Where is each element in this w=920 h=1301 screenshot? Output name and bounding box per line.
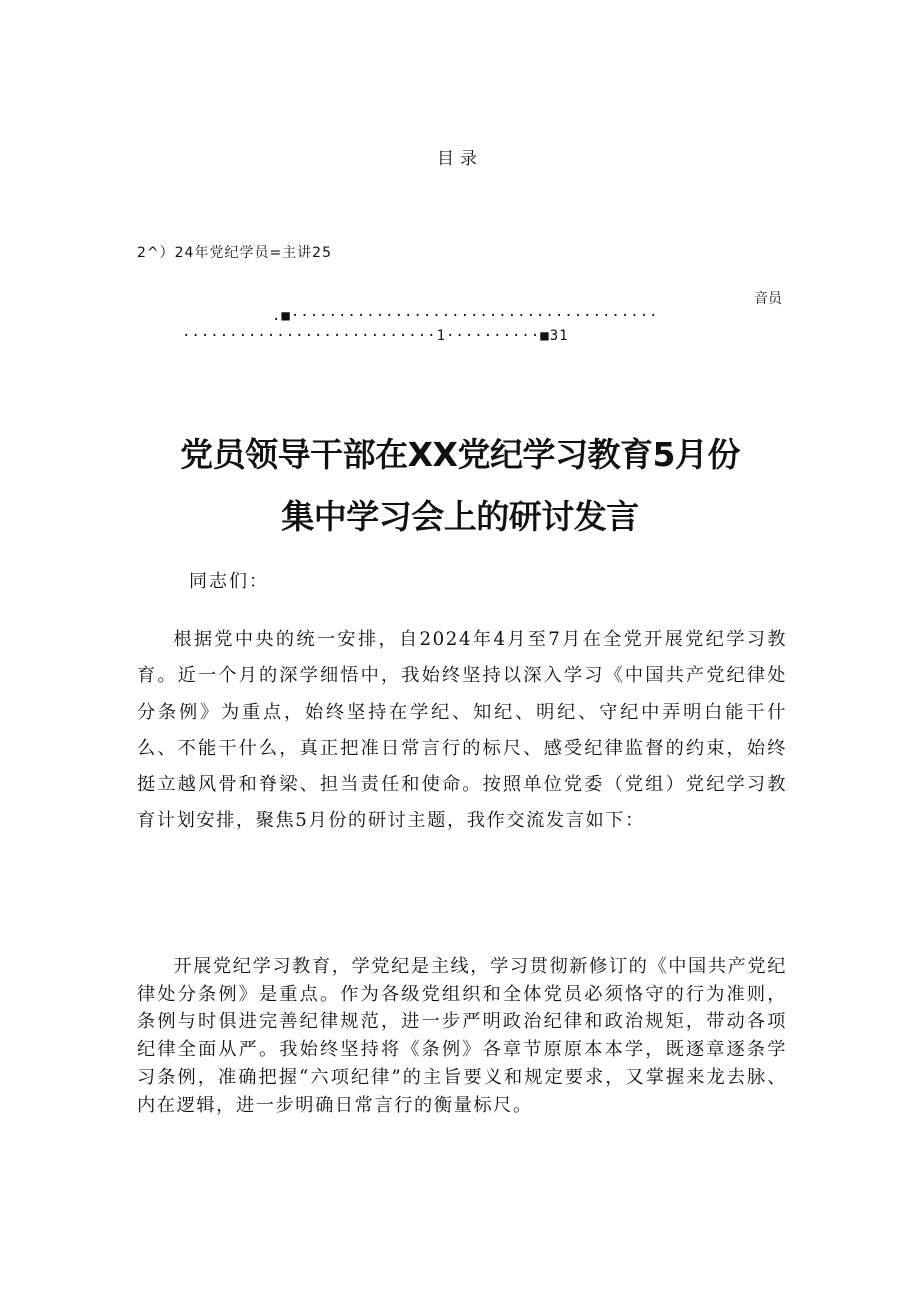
toc-entry: 2^）24年党纪学员=主讲25 [137, 245, 332, 261]
salutation: 同志们： [189, 571, 269, 592]
toc-title: 目录 [437, 149, 483, 169]
paragraph-1: 根据党中央的统一安排，自2024年4月至7月在全党开展党纪学习教育。近一个月的深学细悟中，我始终坚持以深入学习《中国共产党纪律处分条例》为重点，始终坚持在学纪、知纪、明纪、守纪中弄明白能干什么、不能干什么，真正把准日常言行的标尺、感受纪律监督的约束，始终挺立越风骨和脊梁、担当责任和使命。按照单位党委（党组）党纪学习教育计划安排，聚焦5月份的研讨主题，我作交流发言如下： [137, 629, 787, 832]
document-title-line-2: 集中学习会上的研讨发言 [281, 497, 639, 536]
paragraph-2: 开展党纪学习教育，学党纪是主线，学习贯彻新修订的《中国共产党纪律处分条例》是重点。作为各级党组织和全体党员必须恪守的行为准则，条例与时俱进完善纪律规范，进一步严明政治纪律和政治规矩，带动各项纪律全面从严。我始终坚持将《条例》各章节原原本本学，既逐章逐条学习条例，准确把握“六项纪律”的主旨要义和规定要求，又掌握来龙去脉、内在逻辑，进一步明确日常言行的衡量标尺。 [137, 956, 787, 1116]
toc-leader-line-1: .■······································· [272, 308, 659, 324]
document-title [0, 424, 920, 548]
toc-right-label: 音员 [754, 291, 782, 307]
document-title-line-1: 党员领导干部在XX党纪学习教育5月份 [180, 435, 740, 474]
toc-leader-line-2: ···························1··········■31 [182, 328, 569, 344]
